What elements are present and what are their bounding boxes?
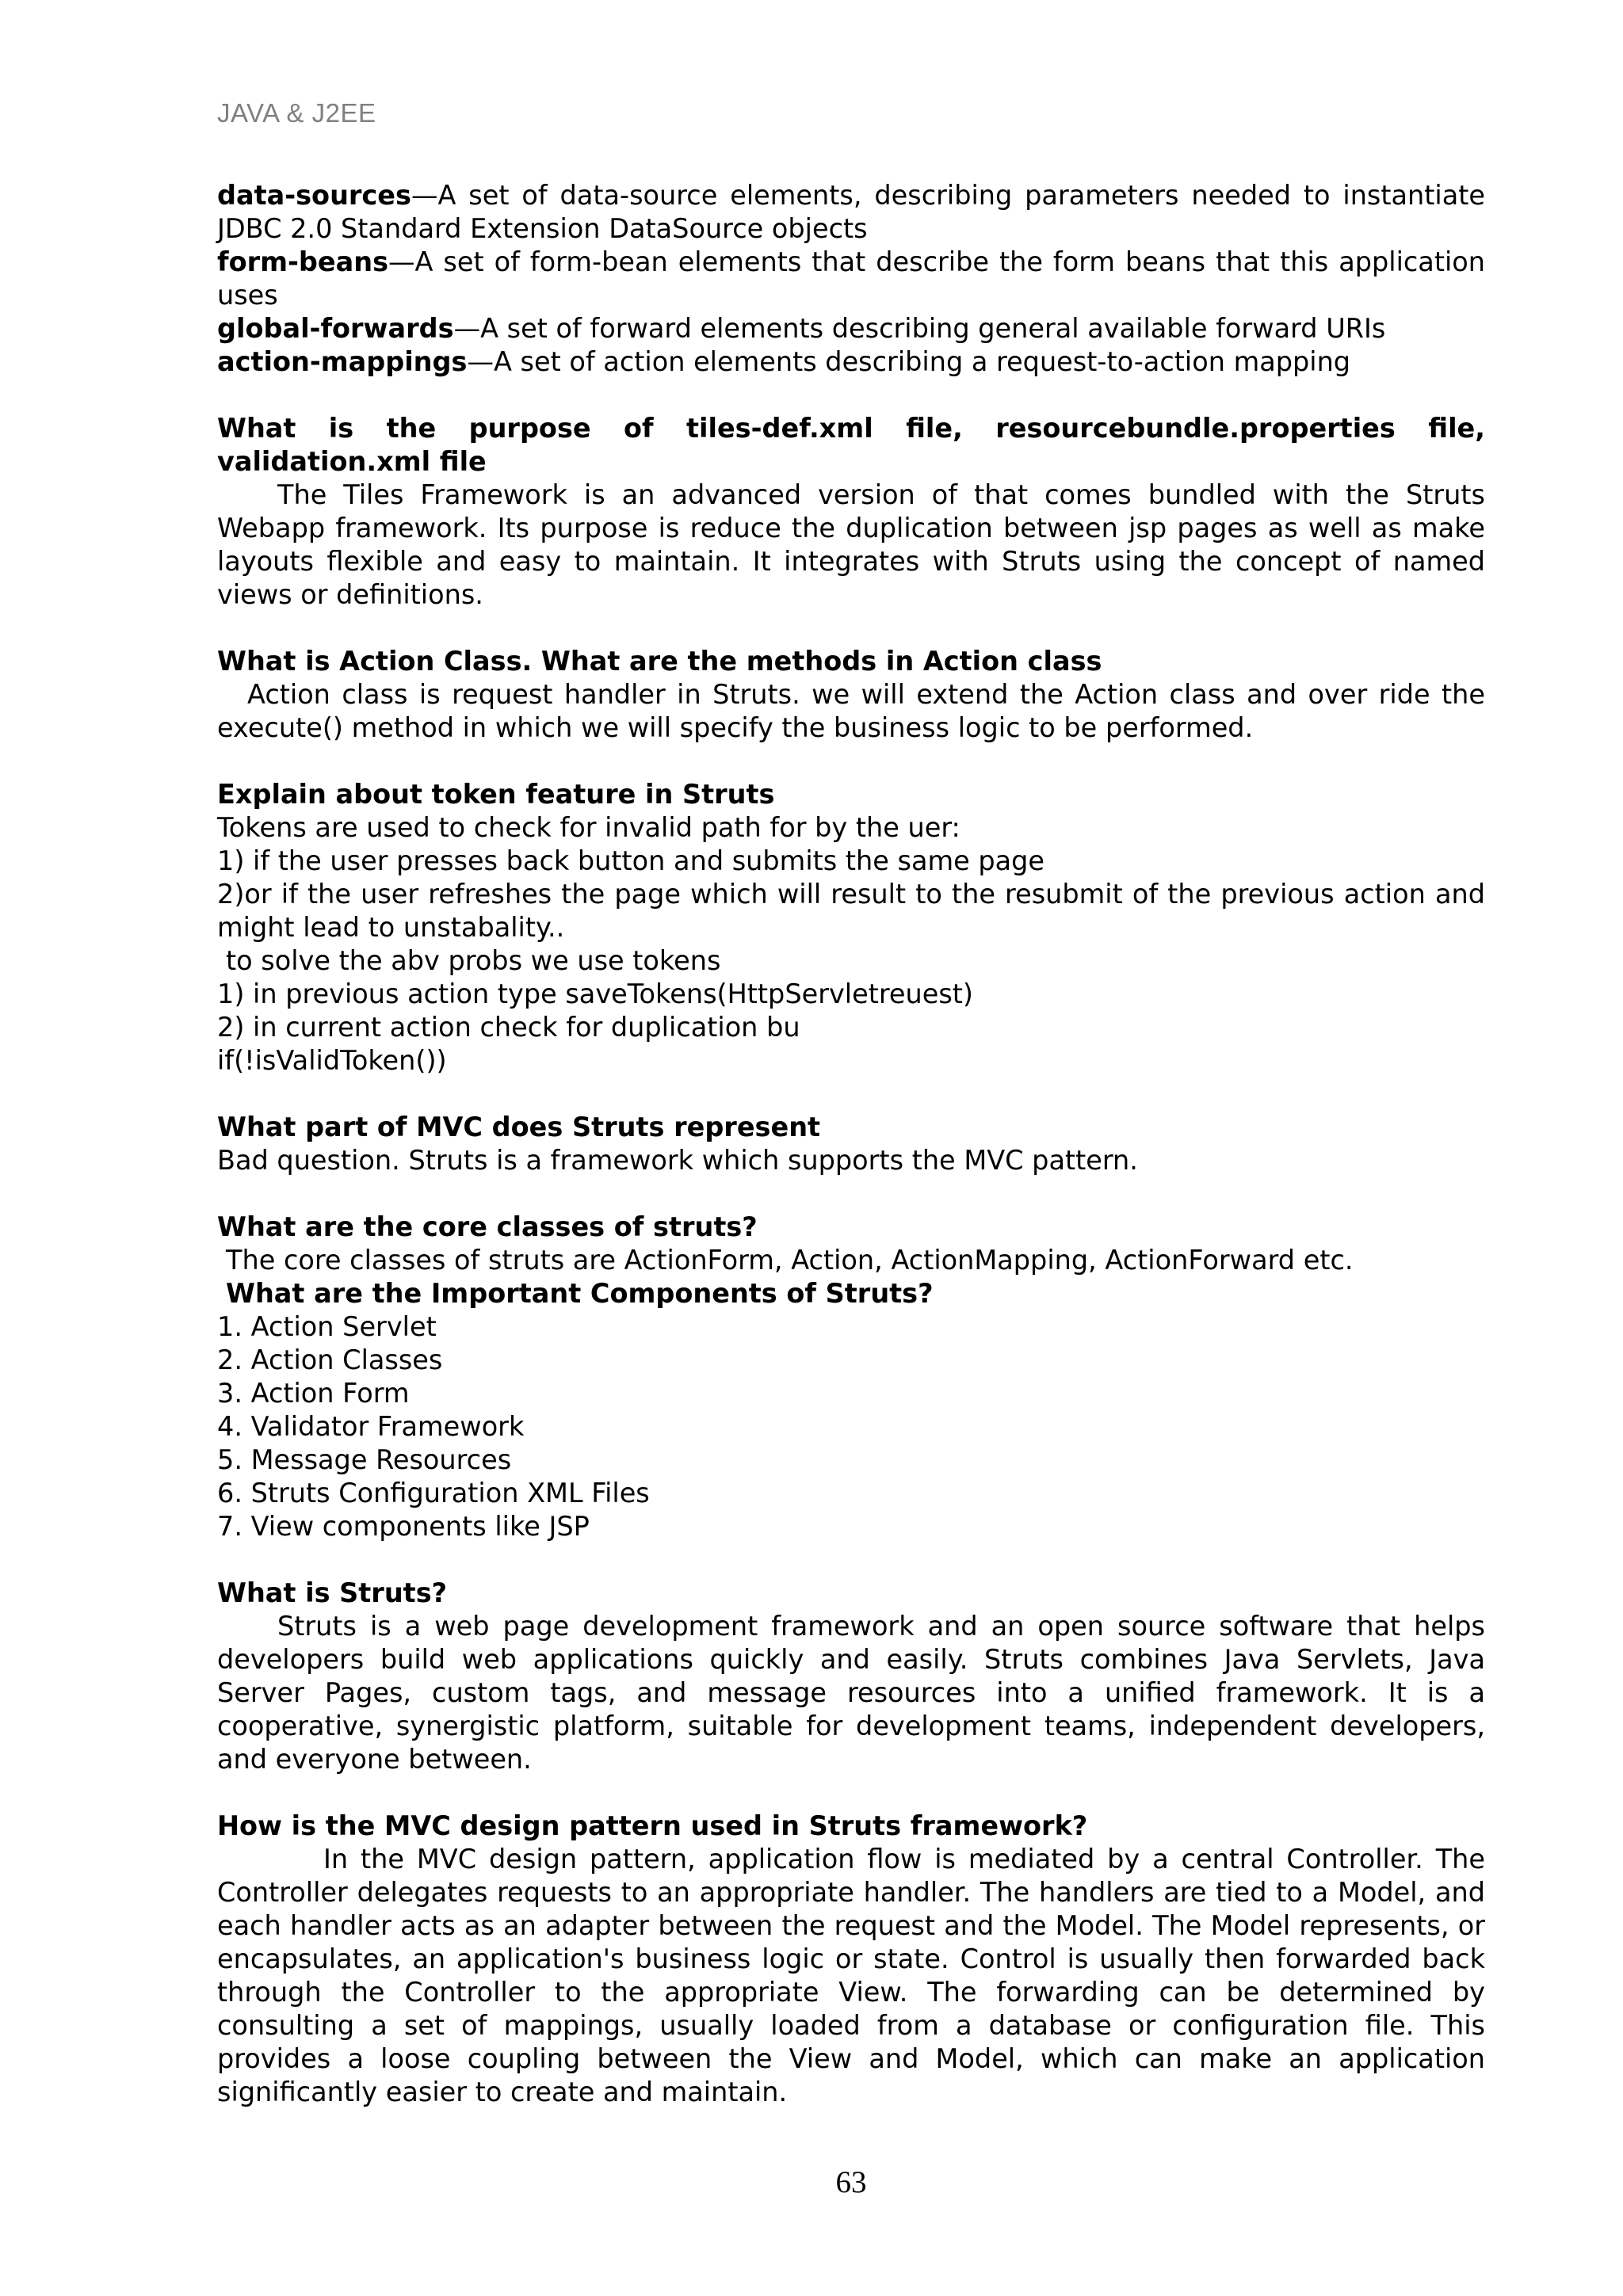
section-heading-mvc-usage: How is the MVC design pattern used in Struts framework? [217,1810,1088,1841]
running-header: JAVA & J2EE [217,98,376,128]
section-heading-core-classes: What are the core classes of struts? [217,1211,758,1242]
token-line: 2)or if the user refreshes the page which will result to the resubmit of the previous action and might lead to unstabality.. [217,879,1485,943]
section-heading-token: Explain about token feature in Struts [217,779,775,810]
spacer [217,1776,1485,1810]
list-item: 2. Action Classes [217,1344,443,1375]
spacer [217,1177,1485,1211]
section-body-core-classes: The core classes of struts are ActionForm, Action, ActionMapping, ActionForward etc. [226,1245,1354,1276]
token-line: 1) in previous action type saveTokens(HttpServletreuest) [217,978,973,1009]
page-number: 63 [835,2165,867,2199]
section-heading-action-class: What is Action Class. What are the methods in Action class [217,646,1102,677]
section-body-action-class: Action class is request handler in Struts. we will extend the Action class and over ride the execute() method in which we will specify the business logic to be performed. [217,679,1485,743]
definition-term: action-mappings [217,346,468,377]
token-line: 1) if the user presses back button and submits the same page [217,845,1045,876]
definition-text: —A set of action elements describing a request-to-action mapping [467,346,1351,377]
spacer [217,1543,1485,1577]
spacer [217,1077,1485,1111]
definition-text: —A set of forward elements describing general available forward URIs [453,313,1386,344]
token-line: if(!isValidToken()) [217,1045,447,1076]
section-heading-what-is-struts: What is Struts? [217,1577,448,1608]
list-item: 6. Struts Configuration XML Files [217,1478,650,1508]
token-line: Tokens are used to check for invalid path for by the uer: [217,812,960,843]
list-item: 7. View components like JSP [217,1511,590,1542]
definition-term: form-beans [217,246,389,277]
definition-action-mappings [217,345,1485,379]
section-heading-components: What are the Important Components of Struts? [226,1278,934,1309]
token-line: 2) in current action check for duplication bu [217,1012,800,1043]
section-body-what-is-struts: Struts is a web page development framework and an open source software that helps developers build web applications quickly and easily. Struts combines Java Servlets, Java Server Pages, custom tags, and message resources into a unified framework. It is a cooperative, synergistic platform, suitable for development teams, independent developers, and everyone between. [217,1611,1485,1775]
list-item: 4. Validator Framework [217,1411,525,1442]
section-body-mvc-part: Bad question. Struts is a framework which supports the MVC pattern. [217,1145,1138,1176]
section-body-tiles: The Tiles Framework is an advanced version of that comes bundled with the Struts Webapp framework. Its purpose is reduce the duplication between jsp pages as well as make layouts flexible and easy to maintain. It integrates with Struts using the concept of named views or definitions. [217,479,1485,610]
definition-data-sources [217,179,1485,246]
spacer [217,745,1485,778]
list-item: 3. Action Form [217,1378,410,1409]
spacer [217,379,1485,412]
definition-text: —A set of data-source elements, describing parameters needed to instantiate JDBC 2.0 Standard Extension DataSource objects [217,180,1485,244]
definition-term: global-forwards [217,313,454,344]
token-line: to solve the abv probs we use tokens [226,945,721,976]
section-heading-tiles: What is the purpose of tiles-def.xml file, resourcebundle.properties file, validation.xml file [217,413,1485,477]
definition-term: data-sources [217,180,411,211]
list-item: 1. Action Servlet [217,1311,437,1342]
list-item: 5. Message Resources [217,1444,512,1475]
spacer [217,612,1485,645]
section-body-mvc-usage: In the MVC design pattern, application flow is mediated by a central Controller. The Controller delegates requests to an appropriate handler. The handlers are tied to a Model, and each handler acts as an adapter between the request and the Model. The Model represents, or encapsulates, an application's business logic or state. Control is usually then forwarded back through the Controller to the appropriate View. The forwarding can be determined by consulting a set of mappings, usually loaded from a database or configuration file. This provides a loose coupling between the View and Model, which can make an application significantly easier to create and maintain. [217,1844,1485,2107]
definition-text: —A set of form-bean elements that describe the form beans that this application uses [217,246,1485,311]
definition-global-forwards [217,312,1485,345]
section-heading-mvc-part: What part of MVC does Struts represent [217,1112,821,1142]
definition-form-beans [217,246,1485,312]
page-content [217,179,1485,2109]
